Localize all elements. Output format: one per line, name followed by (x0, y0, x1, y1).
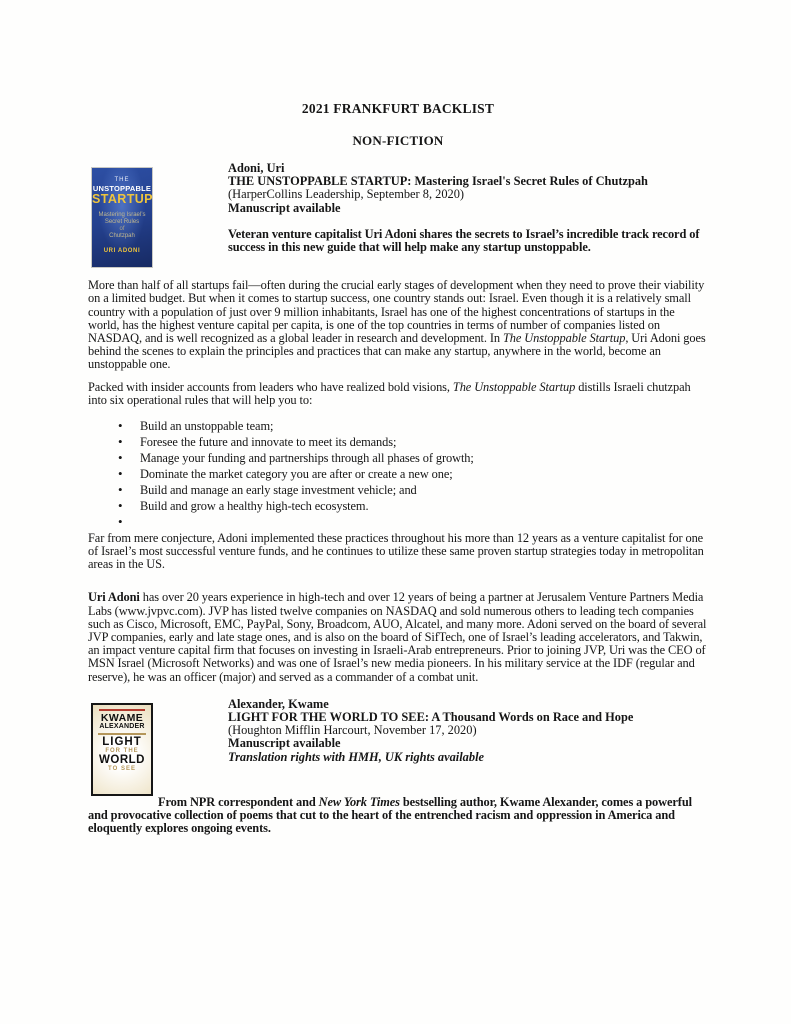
book-title: THE UNSTOPPABLE STARTUP: Mastering Israel's Secret Rules of Chutzpah (228, 174, 648, 189)
book-tagline: Veteran venture capitalist Uri Adoni shares the secrets to Israel’s incredible track record of success in this new guide that will help make any startup unstoppable. (228, 226, 700, 255)
book-cover-light-for-the-world (91, 703, 153, 796)
book-rights: Translation rights with HMH, UK rights available (228, 749, 485, 764)
author-bio-name: Uri Adoni (88, 590, 140, 605)
list-item (140, 500, 708, 513)
book-header (228, 162, 708, 215)
book-availability: Manuscript available (228, 736, 341, 751)
book-description-paragraph (88, 279, 708, 371)
list-item (140, 484, 708, 497)
book-description-paragraph (88, 381, 708, 407)
author-bio (88, 591, 708, 683)
cover-subtitle (92, 212, 152, 240)
list-item-text: Dominate the market category you are after or create a new one; (140, 467, 453, 482)
book-author: Alexander, Kwame (228, 696, 329, 711)
book-title-italic: The Unstoppable Startup (452, 379, 576, 394)
list-item-text: Build and manage an early stage investment vehicle; and (140, 483, 417, 498)
paragraph-text: , Uri Adoni goes behind the scenes to explain the principles and practices that can make any startup, anywhere in the world, become an unstoppable one. (88, 331, 706, 372)
paragraph-text: bestselling author, Kwame Alexander, comes a powerful and provocative collection of poems that cut to the heart of the entrenched racism and oppression in America and eloquently explores ongoing events. (88, 794, 692, 836)
list-item-text: Build an unstoppable team; (140, 419, 274, 434)
cover-word-to-see: TO SEE (108, 765, 136, 772)
list-item (140, 468, 708, 481)
paragraph-text: has over 20 years experience in high-tech and over 12 years of being a partner at Jerusalem Venture Partners Media Labs (www.jvpvc.com). JVP has listed twelve companies on NASDAQ and sold numerous others to leading tech companies such as Cisco, Microsoft, EMC, PayPal, Sony, Broadcom, AUO, Alcatel, and many more. Adoni served on the board of several JVP companies, early and late stage ones, and is also on the board of SifTech, one of Israel’s leading accelerators, and Takwin, an impact venture capital firm that focuses on investing in Israeli-Arab entrepreneurs. Prior to joining JVP, Uri was the CEO of MSN Israel (Microsoft Networks) and was one of Israel’s new media pioneers. In his military service at the IDF (regular and reserve), he was an officer (major) and served as a commander of a combat unit. (88, 590, 707, 684)
paragraph-text: distills Israeli chutzpah into six operational rules that will help you to: (88, 379, 691, 407)
book-title: LIGHT FOR THE WORLD TO SEE: A Thousand Words on Race and Hope (228, 710, 634, 725)
cover-tiny-text-bar (99, 709, 145, 711)
book-description-paragraph: Far from mere conjecture, Adoni implemented these practices throughout his more than 12 years as a venture capitalist for one of Israel’s most successful venture funds, and he continues to utilize these same proven startup strategies today in metropolitan areas in the US. (88, 530, 704, 572)
cover-subtitle-line: of (119, 226, 125, 232)
list-item (140, 436, 708, 449)
list-item-text: Build and grow a healthy high-tech ecosystem. (140, 499, 369, 514)
paragraph-text: More than half of all startups fail—often during the crucial early stages of development when they need to prove their viability on a limited budget. But when it comes to startup success, one country stands out: Israel. Even though it is a relatively small country with a population of just over 9 million inhabitants, Israel has one of the highest concentrations of startups in the world, has the highest venture capital per capita, is one of the top countries in terms of number of companies listed on NASDAQ, and is well recognized as a global leader in research and development. In (88, 278, 705, 346)
list-item (140, 452, 708, 465)
book-availability: Manuscript available (228, 200, 341, 215)
cover-author-first-name: KWAME (100, 711, 144, 724)
cover-subtitle-line: Mastering Israel’s (98, 212, 146, 218)
cover-word-light: LIGHT (102, 735, 142, 748)
cover-tiny-text-bar (98, 733, 146, 735)
cover-author-name: URI ADONI (103, 248, 141, 254)
cover-word-world: WORLD (99, 753, 145, 766)
book-publisher: (Houghton Mifflin Harcourt, November 17, 2020) (228, 723, 477, 738)
bullet-list (88, 420, 708, 529)
book-entry-unstoppable-startup (88, 162, 708, 684)
paragraph-text: Packed with insider accounts from leaders who have realized bold visions, (88, 379, 453, 394)
paragraph-text: From NPR correspondent and (158, 794, 319, 809)
list-item-text: Foresee the future and innovate to meet its demands; (140, 435, 397, 450)
book-author: Adoni, Uri (228, 161, 285, 175)
cover-word-the: THE (114, 177, 130, 183)
list-item-empty (140, 516, 708, 529)
book-publisher: (HarperCollins Leadership, September 8, 2020) (228, 187, 465, 202)
cover-word-unstoppable: UNSTOPPABLE (92, 184, 152, 193)
cover-author-last-name: ALEXANDER (99, 722, 145, 730)
book-cover-unstoppable-startup (91, 167, 153, 268)
list-item (140, 420, 708, 433)
document-subtitle: NON-FICTION (352, 133, 444, 148)
publication-name-italic: New York Times (318, 794, 400, 809)
cover-word-startup: STARTUP (92, 192, 153, 206)
cover-subtitle-line: Secret Rules (104, 219, 140, 225)
book-entry-light-for-the-world (88, 698, 708, 836)
document-title: 2021 FRANKFURT BACKLIST (301, 101, 495, 116)
list-item-text: Manage your funding and partnerships through all phases of growth; (140, 451, 474, 466)
book-header (228, 698, 708, 764)
book-tagline (88, 796, 708, 836)
book-title-italic: The Unstoppable Startup (503, 331, 626, 346)
cover-word-for-the: FOR THE (105, 747, 139, 754)
cover-subtitle-line: Chutzpah (109, 233, 135, 239)
